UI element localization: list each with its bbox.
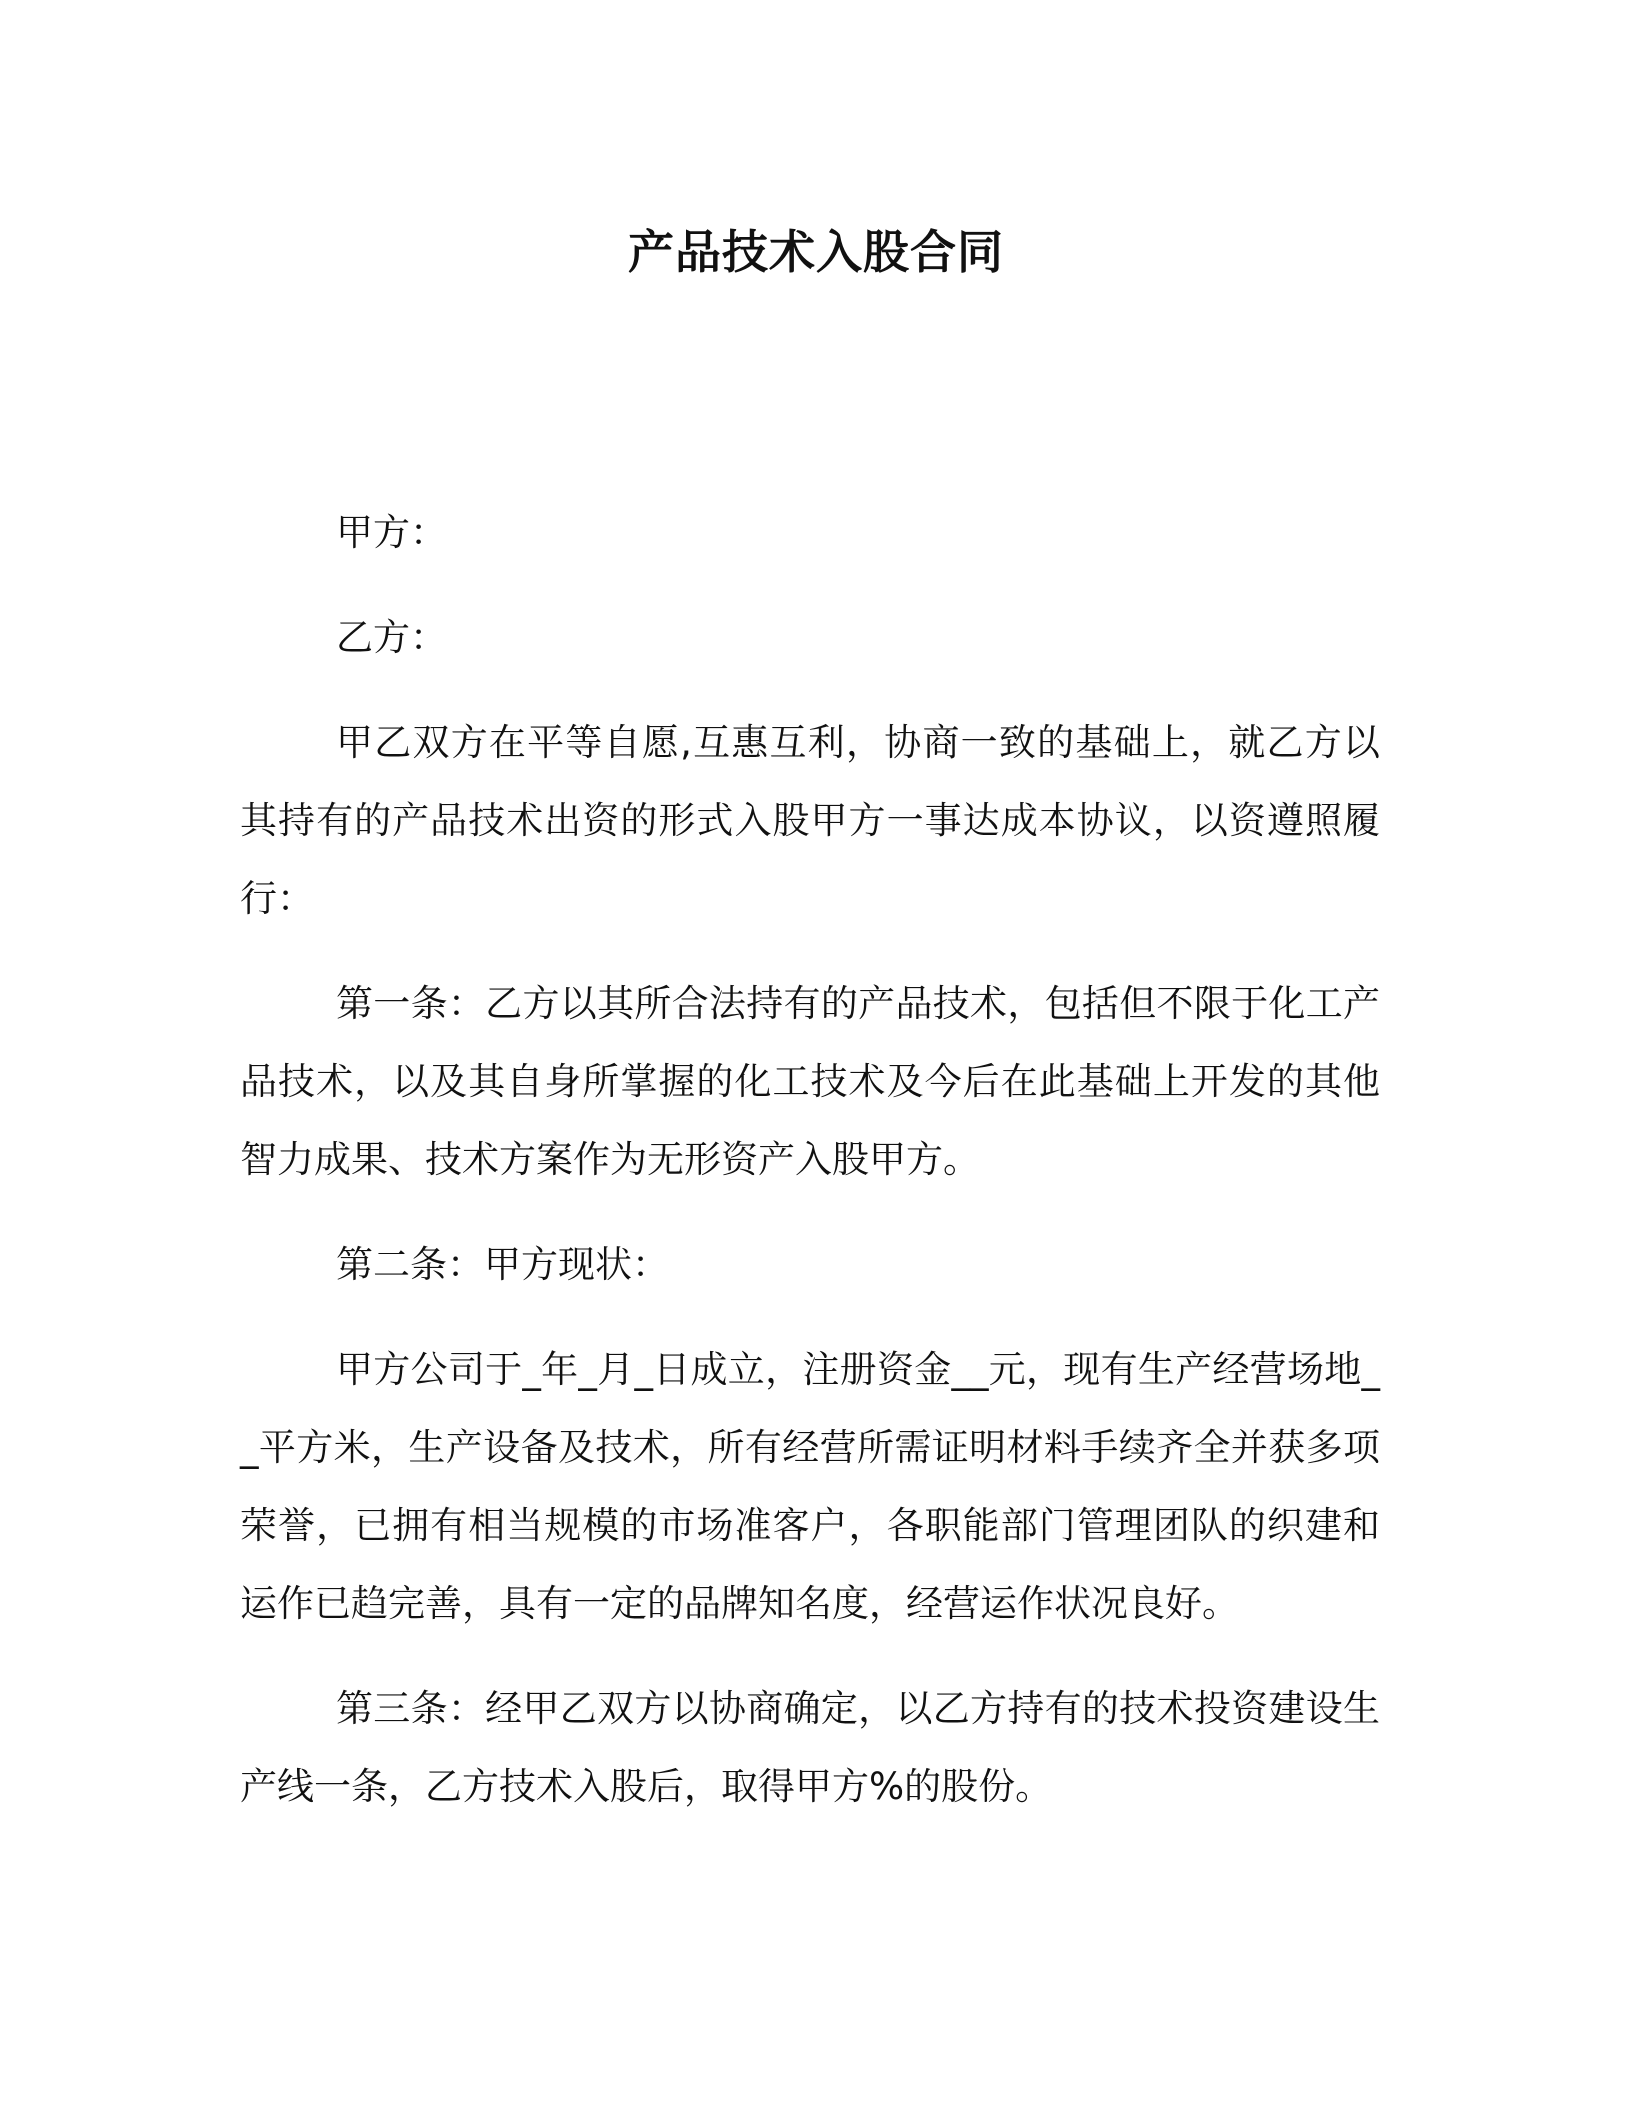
party-b-line: 乙方： xyxy=(336,616,447,659)
article-2-heading: 第二条：甲方现状： xyxy=(336,1243,669,1286)
party-a-status-paragraph: 甲方公司于_年_月_日成立，注册资金__元，现有生产经营场地__平方米，生产设备及技术，所有经营所需证明材料手续齐全并获多项荣誉，已拥有相当规模的市场准客户，各职能部门管理团队的织建和运作已趋完善，具有一定的品牌知名度，经营运作状况良好。 xyxy=(240,1348,1380,1625)
document-body xyxy=(240,494,1380,1853)
party-a-line: 甲方： xyxy=(336,511,447,554)
document-title: 产品技术入股合同 xyxy=(628,225,1004,279)
article-3-paragraph: 第三条：经甲乙双方以协商确定，以乙方持有的技术投资建设生产线一条，乙方技术入股后，取得甲方%的股份。 xyxy=(240,1687,1380,1808)
preamble-paragraph: 甲乙双方在平等自愿,互惠互利，协商一致的基础上，就乙方以其持有的产品技术出资的形式入股甲方一事达成本协议，以资遵照履行： xyxy=(240,721,1380,920)
article-1-paragraph: 第一条：乙方以其所合法持有的产品技术，包括但不限于化工产品技术，以及其自身所掌握的化工技术及今后在此基础上开发的其他智力成果、技术方案作为无形资产入股甲方。 xyxy=(240,982,1380,1181)
